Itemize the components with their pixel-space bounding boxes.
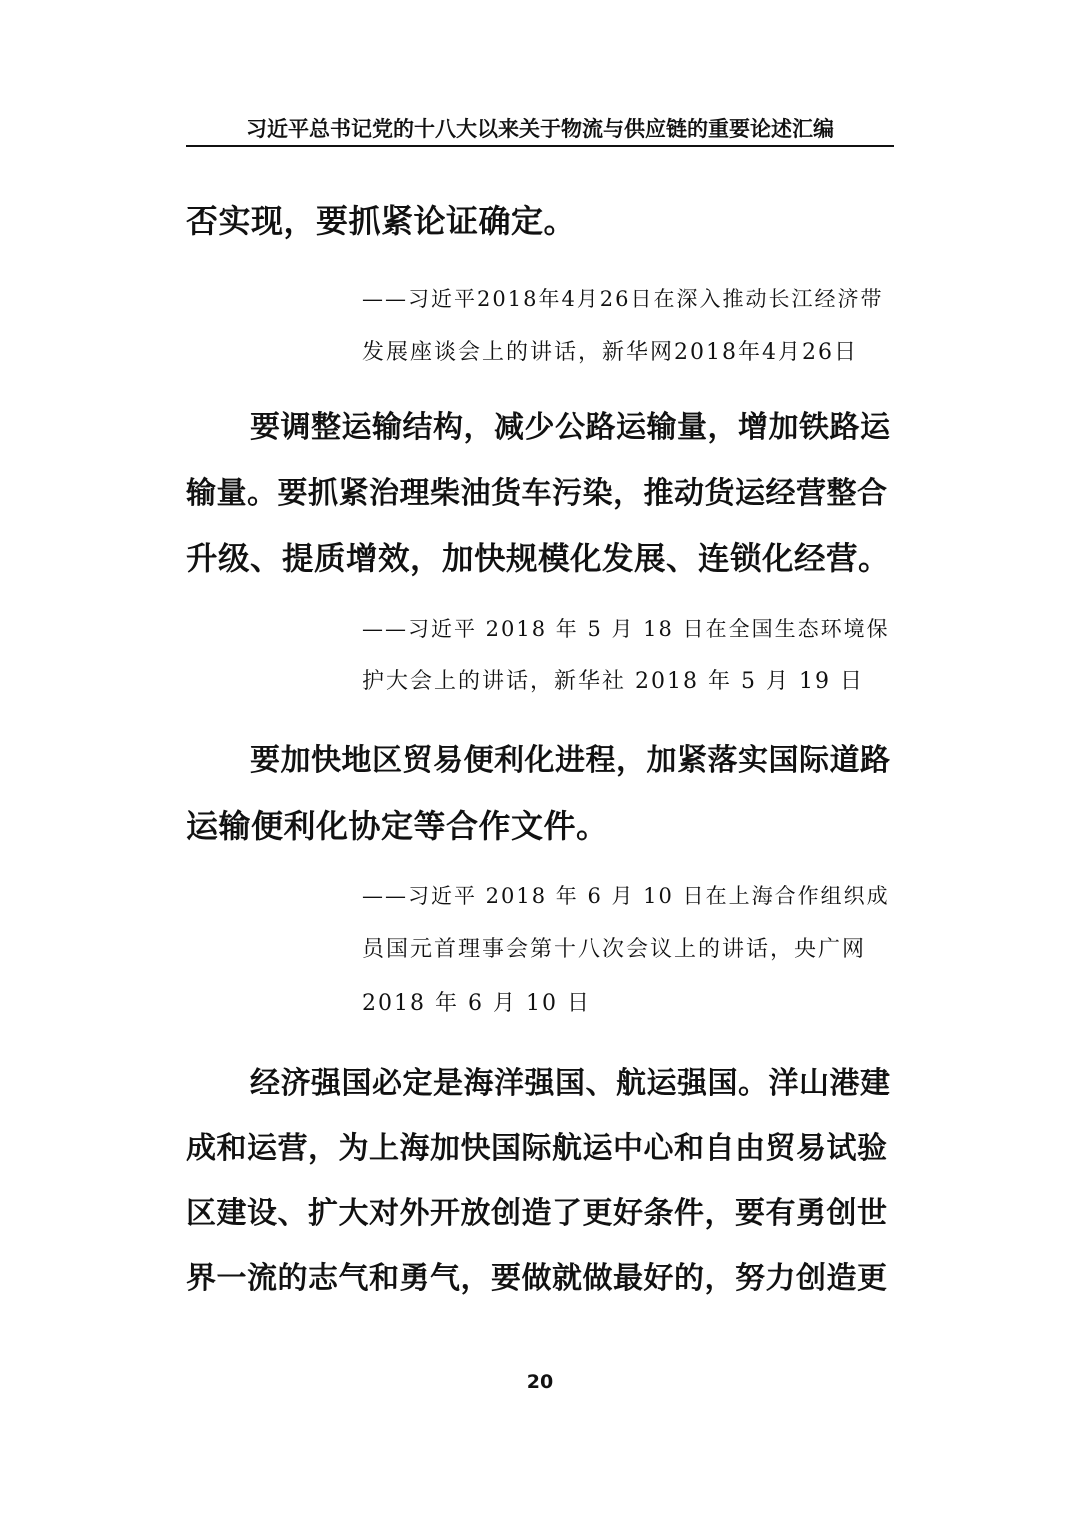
- paragraph-line: 区建设、扩大对外开放创造了更好条件，要有勇创世: [186, 1196, 888, 1231]
- running-header-title: 习近平总书记党的十八大以来关于物流与供应链的重要论述汇编: [246, 117, 834, 141]
- citation-line: 发展座谈会上的讲话，新华网2018年4月26日: [362, 340, 858, 365]
- citation-line: 员国元首理事会第十八次会议上的讲话，央广网: [362, 937, 867, 962]
- paragraph-line: 要调整运输结构，减少公路运输量，增加铁路运: [250, 410, 891, 445]
- citation-line: 护大会上的讲话，新华社 2018 年 5 月 19 日: [362, 669, 864, 694]
- citation-line: ——习近平 2018 年 5 月 18 日在全国生态环境保: [362, 617, 890, 641]
- header-divider: [186, 145, 894, 147]
- paragraph-line: 运输便利化协定等合作文件。: [186, 807, 609, 845]
- paragraph-line: 输量。要抓紧治理柴油货车污染，推动货运经营整合: [186, 476, 888, 511]
- paragraph-line: 成和运营，为上海加快国际航运中心和自由贸易试验: [186, 1131, 888, 1166]
- paragraph-line: 经济强国必定是海洋强国、航运强国。洋山港建: [250, 1066, 891, 1101]
- paragraph-line: 界一流的志气和勇气，要做就做最好的，努力创造更: [186, 1261, 888, 1296]
- citation-line: 2018 年 6 月 10 日: [362, 991, 591, 1016]
- paragraph-line: 升级、提质增效，加快规模化发展、连锁化经营。: [186, 541, 891, 577]
- citation-line: ——习近平 2018 年 6 月 10 日在上海合作组织成: [362, 884, 890, 908]
- page-number: 20: [526, 1371, 554, 1393]
- citation-line: ——习近平2018年4月26日在深入推动长江经济带: [362, 287, 884, 311]
- paragraph-line: 否实现，要抓紧论证确定。: [186, 202, 577, 240]
- paragraph-line: 要加快地区贸易便利化进程，加紧落实国际道路: [250, 743, 891, 778]
